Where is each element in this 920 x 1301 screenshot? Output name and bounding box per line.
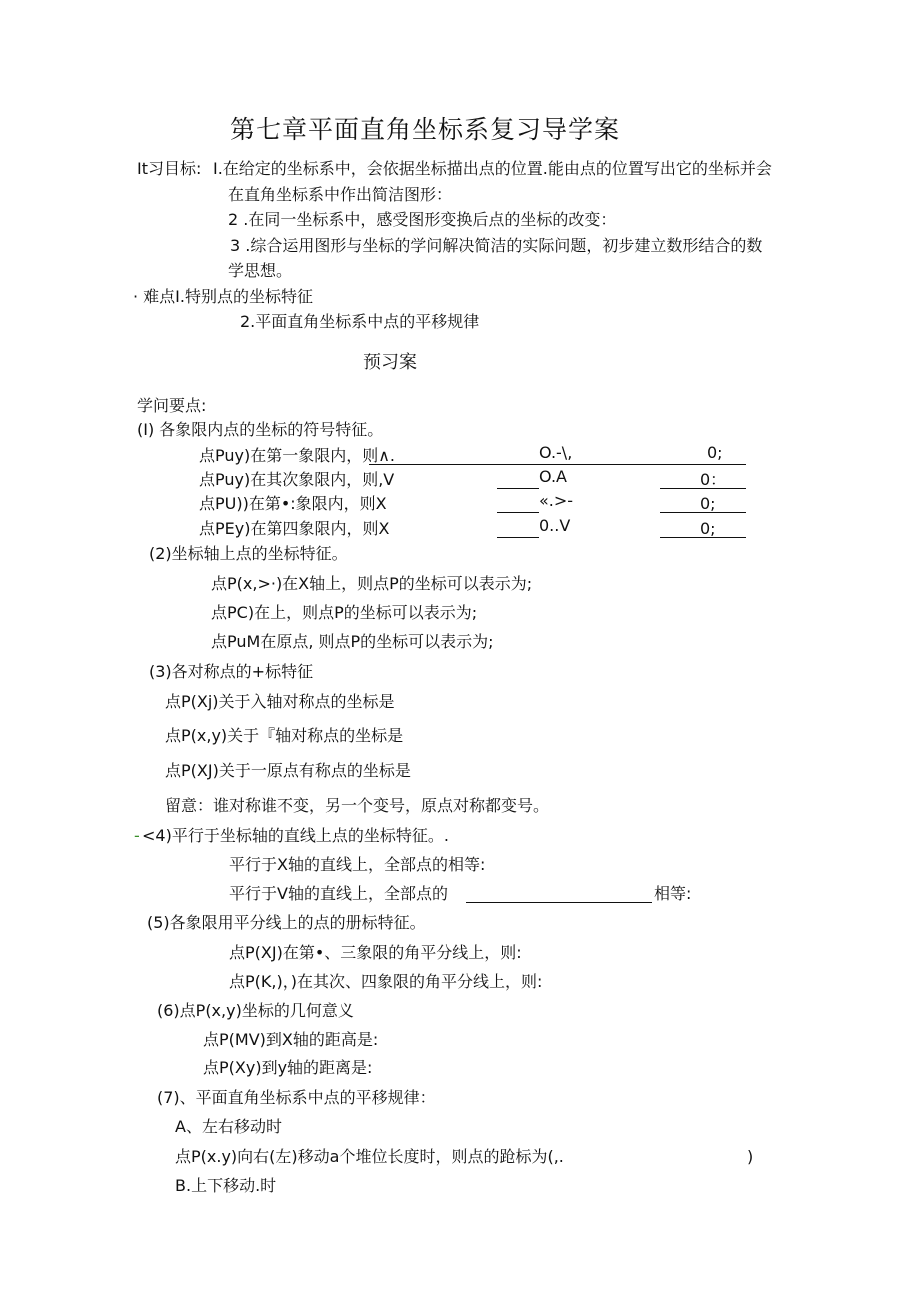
q7-a-line: 点P(x.y)向右(左)移动a个堆位长度时，则点的跄标为(,. <box>175 1147 564 1166</box>
q7-a-close: ) <box>747 1147 754 1166</box>
q1-row-4-end: 0; <box>700 519 716 538</box>
q1-heading: (I) 各象限内点的坐标的符号特征。 <box>137 420 384 439</box>
objectives-label: It习目标: <box>137 159 202 178</box>
objective-1-line-2: 在直角坐标系中作出简洁图形： <box>228 185 453 204</box>
difficulty-line-1: · 难点I.特别点的坐标特征 <box>133 287 313 306</box>
q5-line-1: 点P(XJ)在第•、三象限的角平分线上，则: <box>229 943 522 962</box>
q2-line-3: 点PuM在原点, 则点P的坐标可以表示为; <box>211 632 494 651</box>
knowledge-label: 学问要点: <box>137 396 207 415</box>
q7-b-label: B.上下移动.时 <box>175 1176 277 1195</box>
q7-heading: (7)、平面直角坐标系中点的平移规律： <box>157 1088 436 1107</box>
page-title: 第七章平面直角坐标系复习导学案 <box>230 115 621 144</box>
q3-note: 留意：谁对称谁不变，另一个变号，原点对称都变号。 <box>165 796 550 815</box>
q5-line-2: 点P(K,)，)在其次、四象限的角平分线上，则: <box>229 972 543 991</box>
q2-line-2: 点PC)在上，则点P的坐标可以表示为; <box>211 603 478 622</box>
q6-line-2: 点P(Xy)到y轴的距离是: <box>203 1058 373 1077</box>
q4-margin-mark: - <box>134 826 140 845</box>
objective-1-line-1: I.在给定的坐标系中，会依据坐标描出点的位置.能由点的位置写出它的坐标并会 <box>213 159 772 178</box>
q4-line-2-end: 相等: <box>654 884 692 903</box>
q2-heading: (2)坐标轴上点的坐标特征。 <box>149 544 348 563</box>
q2-line-1: 点P(x,>·)在X轴上，则点P的坐标可以表示为; <box>211 574 533 593</box>
q1-row-4-blank-1 <box>497 537 539 538</box>
difficulty-line-2: 2.平面直角坐标系中点的平移规律 <box>240 312 480 331</box>
q1-row-2-blank-1 <box>497 488 539 489</box>
q7-a-label: A、左右移动时 <box>175 1117 282 1136</box>
q1-row-2-text: 点Puy)在其次象限内，则,V <box>199 470 395 489</box>
q5-heading: (5)各象限用平分线上的点的册标特征。 <box>147 913 426 932</box>
q1-row-2-blank-2 <box>660 488 746 489</box>
q1-row-3-text: 点PU))在第•:象限内，则X <box>199 494 387 513</box>
q1-row-3-end: 0; <box>700 494 716 513</box>
objective-3-line-2: 学思想。 <box>228 261 293 280</box>
q1-row-4-blank-2 <box>660 537 746 538</box>
q4-line-2-start: 平行于V轴的直线上，全部点的 <box>229 884 448 903</box>
q1-row-1-mid: O.-\, <box>539 443 573 462</box>
q3-heading: (3)各对称点的+标特征 <box>149 662 314 681</box>
q3-line-3: 点P(XJ)关于一原点有称点的坐标是 <box>165 761 411 780</box>
q1-row-4-text: 点PEy)在第四象限内，则X <box>199 519 390 538</box>
objective-2: 2 .在同一坐标系中，感受图形变换后点的坐标的改变： <box>228 210 617 229</box>
q1-row-2-mid: O.A <box>539 467 567 486</box>
objective-3-line-1: 3 .综合运用图形与坐标的学问解决简洁的实际问题，初步建立数形结合的数 <box>230 236 763 255</box>
q1-row-1-text: 点Puy)在第一象限内，则∧. <box>199 446 396 465</box>
q1-row-3-mid: «.>- <box>539 491 574 510</box>
section-title: 预习案 <box>363 352 417 373</box>
q3-line-2: 点P(x,y)关于『轴对称点的坐标是 <box>165 726 404 745</box>
q1-row-1-underline <box>369 464 746 465</box>
q6-line-1: 点P(MV)到X轴的距高是: <box>203 1030 379 1049</box>
q1-row-3-blank-1 <box>497 512 539 513</box>
q4-heading: <4)平行于坐标轴的直线上点的坐标特征。. <box>142 826 449 845</box>
q4-line-2-blank <box>466 902 652 903</box>
q1-row-2-end: 0： <box>700 470 727 489</box>
q6-heading: (6)点P(x,y)坐标的几何意义 <box>157 1001 354 1020</box>
q3-line-1: 点P(Xj)关于入轴对称点的坐标是 <box>165 692 395 711</box>
q1-row-4-mid: 0..V <box>539 516 571 535</box>
q1-row-3-blank-2 <box>660 512 746 513</box>
q1-row-1-end: 0; <box>707 443 723 462</box>
q4-line-1: 平行于X轴的直线上，全部点的相等: <box>229 855 486 874</box>
